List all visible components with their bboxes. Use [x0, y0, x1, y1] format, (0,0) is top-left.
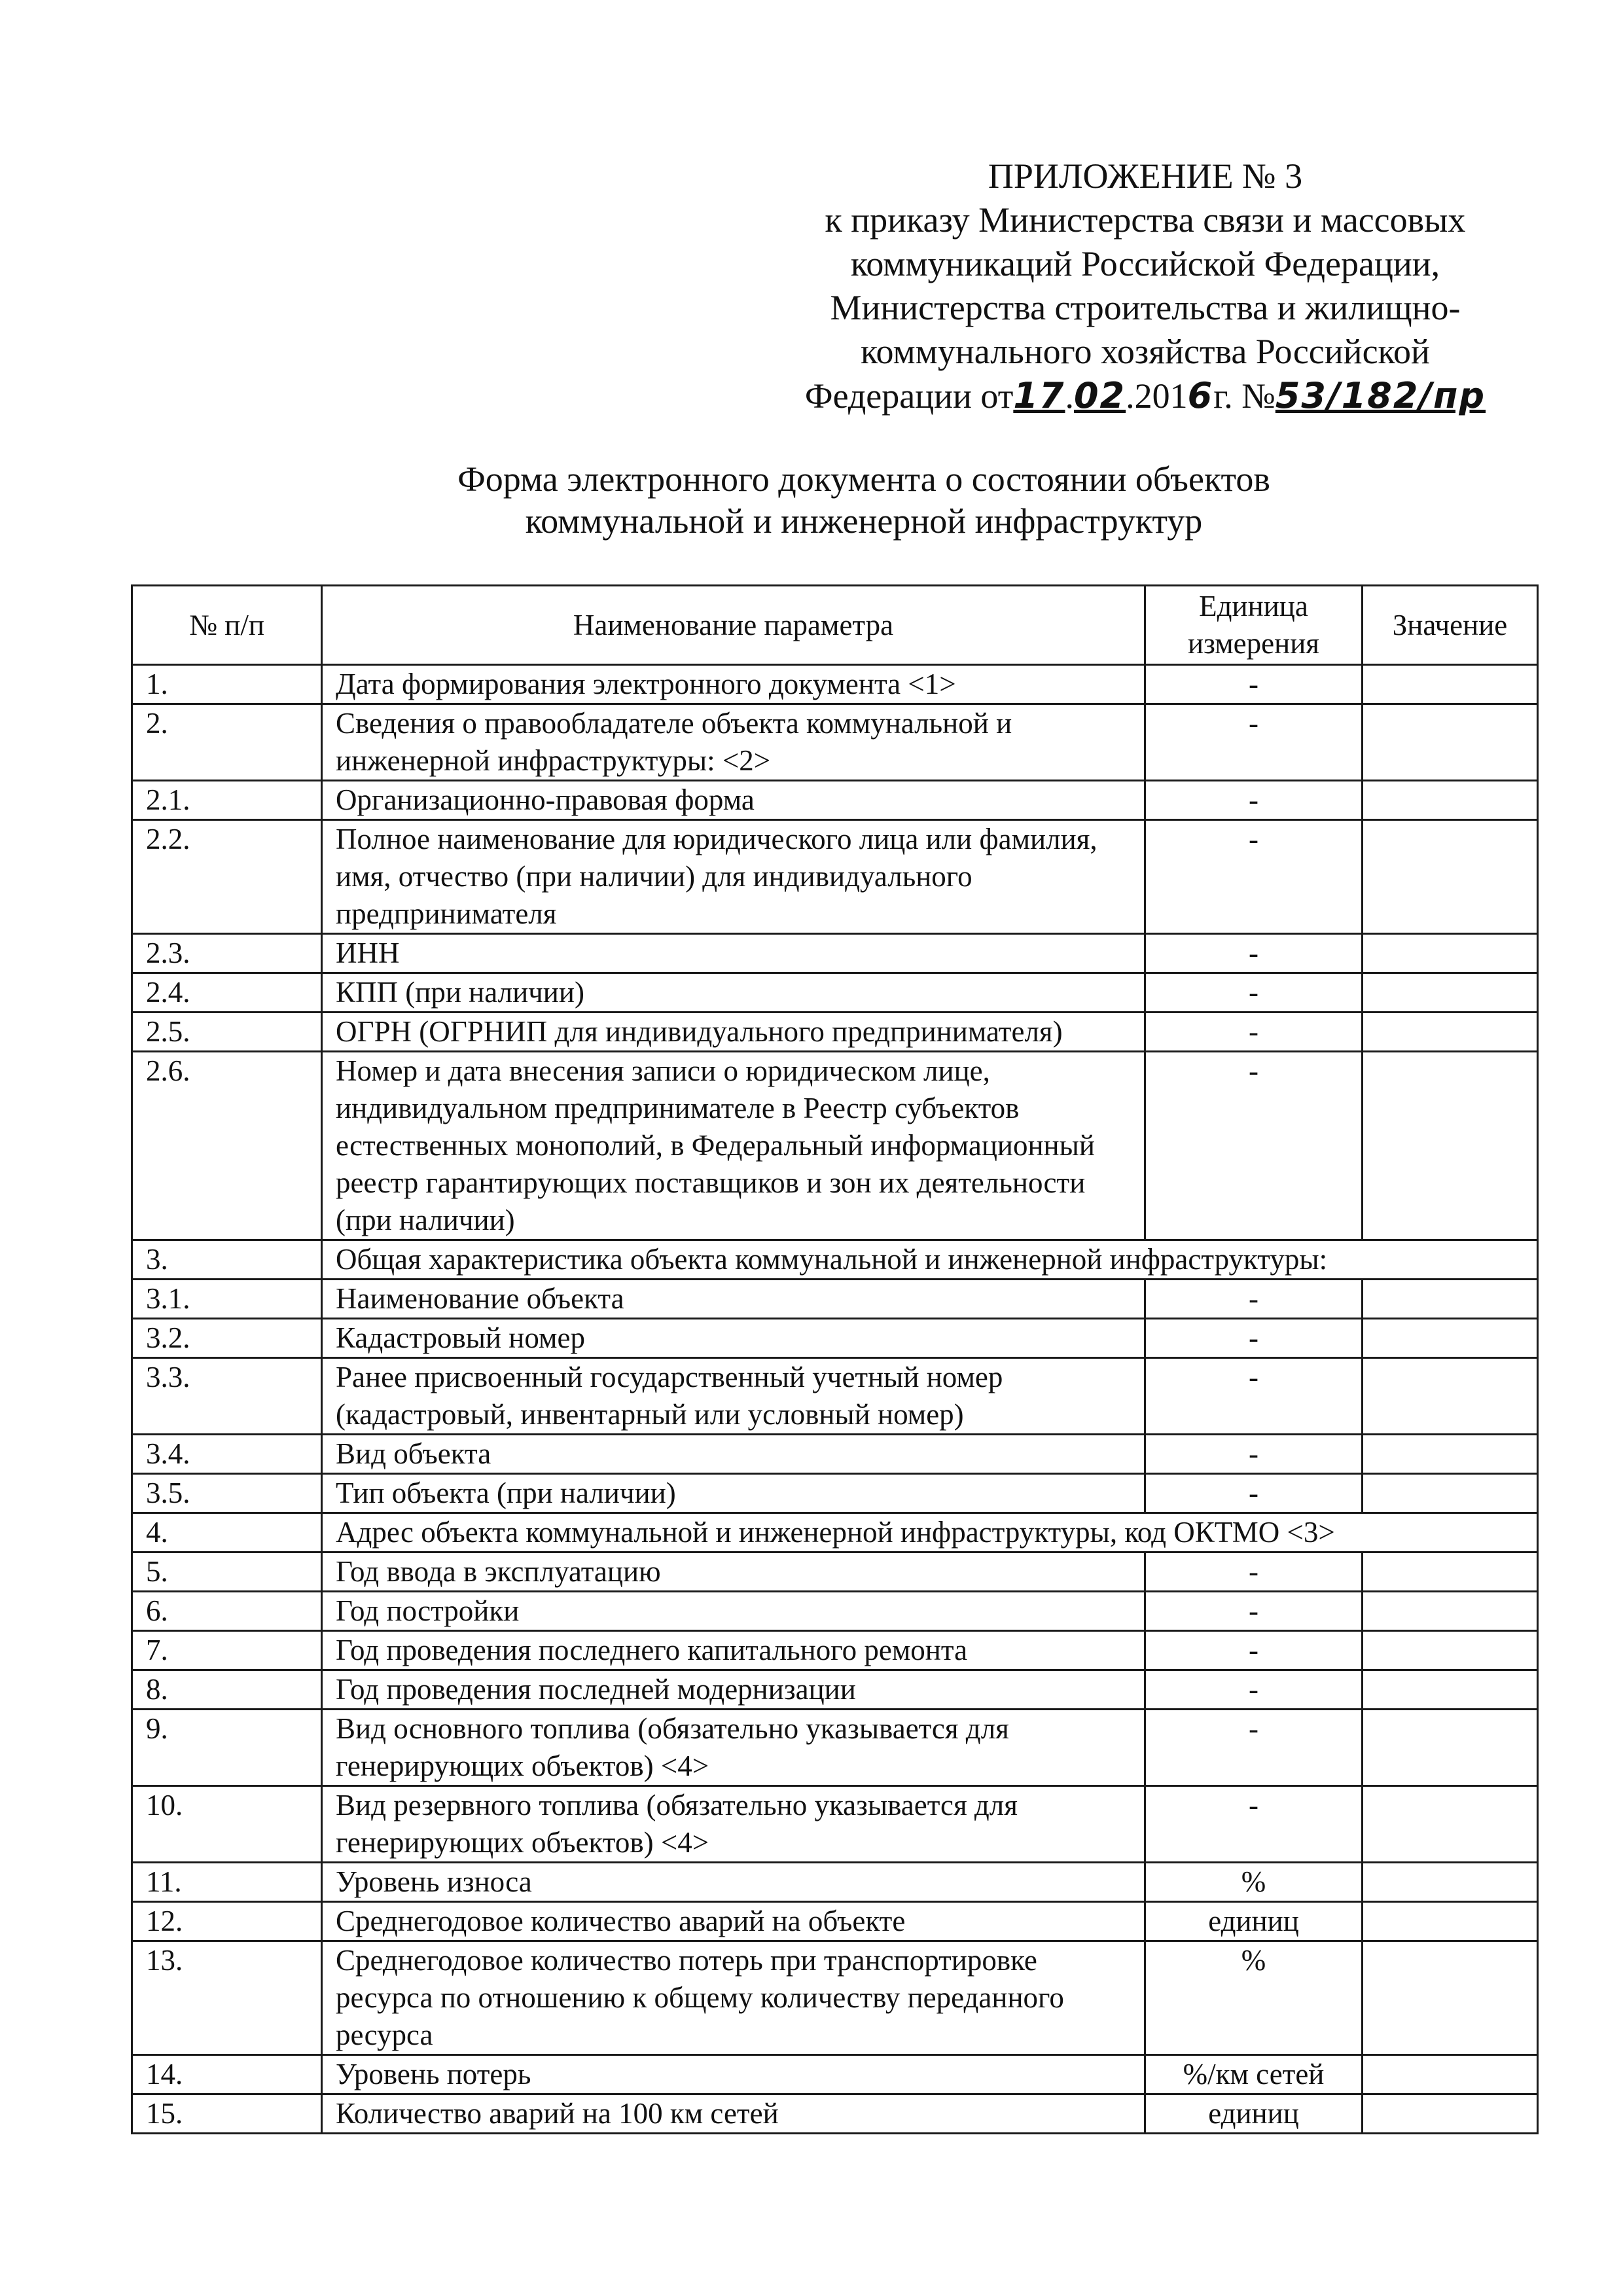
table-row: [132, 1670, 1538, 1710]
row-value: [1363, 1013, 1538, 1052]
row-number: 2.1.: [132, 781, 322, 820]
row-value: [1363, 1435, 1538, 1474]
table-row: [132, 1710, 1538, 1786]
row-value: [1363, 1863, 1538, 1902]
appendix-order-line: коммунального хозяйства Российской: [861, 332, 1430, 371]
row-parameter-name: Общая характеристика объекта коммунальной и инженерной инфраструктуры:: [322, 1240, 1538, 1280]
row-unit: -: [1145, 1631, 1363, 1670]
row-number: 9.: [132, 1710, 322, 1786]
row-value: [1363, 820, 1538, 934]
appendix-order-line: к приказу Министерства связи и массовых: [825, 200, 1466, 240]
row-unit: %: [1145, 1941, 1363, 2055]
row-unit: -: [1145, 665, 1363, 704]
table-row: [132, 1240, 1538, 1280]
row-number: 13.: [132, 1941, 322, 2055]
row-number: 11.: [132, 1863, 322, 1902]
row-value: [1363, 1670, 1538, 1710]
row-number: 3.1.: [132, 1280, 322, 1319]
row-unit: -: [1145, 1786, 1363, 1863]
row-number: 12.: [132, 1902, 322, 1941]
row-number: 10.: [132, 1786, 322, 1863]
row-parameter-name: Сведения о правообладателе объекта коммунальной и инженерной инфраструктуры: <2>: [322, 704, 1145, 781]
row-unit: -: [1145, 1358, 1363, 1435]
column-header-number: № п/п: [132, 586, 322, 665]
table-row: [132, 1280, 1538, 1319]
row-parameter-name: Год проведения последнего капитального ремонта: [322, 1631, 1145, 1670]
row-parameter-name: Кадастровый номер: [322, 1319, 1145, 1358]
row-unit: -: [1145, 934, 1363, 973]
table-row: [132, 1863, 1538, 1902]
appendix-header: [772, 154, 1518, 418]
row-parameter-name: Среднегодовое количество потерь при транспортировке ресурса по отношению к общему количеству переданного ресурса: [322, 1941, 1145, 2055]
table-row: [132, 2094, 1538, 2134]
row-unit: -: [1145, 820, 1363, 934]
table-row: [132, 1013, 1538, 1052]
row-parameter-name: ИНН: [322, 934, 1145, 973]
row-unit: -: [1145, 1280, 1363, 1319]
row-value: [1363, 1786, 1538, 1863]
row-parameter-name: Адрес объекта коммунальной и инженерной инфраструктуры, код ОКТМО <3>: [322, 1513, 1538, 1552]
row-value: [1363, 704, 1538, 781]
table-row: [132, 1786, 1538, 1863]
table-row: [132, 665, 1538, 704]
row-number: 15.: [132, 2094, 322, 2134]
appendix-number: ПРИЛОЖЕНИЕ № 3: [988, 156, 1303, 196]
row-unit: -: [1145, 1319, 1363, 1358]
row-parameter-name: Наименование объекта: [322, 1280, 1145, 1319]
row-value: [1363, 1052, 1538, 1240]
row-number: 3.4.: [132, 1435, 322, 1474]
table-row: [132, 1631, 1538, 1670]
table-row: [132, 704, 1538, 781]
row-number: 2.6.: [132, 1052, 322, 1240]
row-unit: -: [1145, 1013, 1363, 1052]
handwritten-year-digit: 6: [1187, 375, 1214, 416]
row-value: [1363, 1552, 1538, 1592]
table-row: [132, 973, 1538, 1013]
row-value: [1363, 665, 1538, 704]
row-number: 6.: [132, 1592, 322, 1631]
row-unit: -: [1145, 704, 1363, 781]
row-value: [1363, 1592, 1538, 1631]
row-number: 2.5.: [132, 1013, 322, 1052]
form-title: Форма электронного документа о состоянии объектов коммунальной и инженерной инфраструктур: [457, 459, 1270, 541]
handwritten-month: 02: [1073, 375, 1126, 416]
appendix-date-line: Федерации от17.02.2016г. №53/182/пр: [804, 375, 1486, 416]
row-number: 5.: [132, 1552, 322, 1592]
row-parameter-name: Номер и дата внесения записи о юридическом лице, индивидуальном предпринимателе в Реестр субъектов естественных монополий, в Федеральный информационный реестр гарантирующих поставщиков и зон их деятельности (при наличии): [322, 1052, 1145, 1240]
table-row: [132, 1435, 1538, 1474]
row-number: 2.2.: [132, 820, 322, 934]
row-parameter-name: Организационно-правовая форма: [322, 781, 1145, 820]
row-parameter-name: Ранее присвоенный государственный учетный номер (кадастровый, инвентарный или условный номер): [322, 1358, 1145, 1435]
row-number: 14.: [132, 2055, 322, 2094]
row-value: [1363, 1280, 1538, 1319]
table-row: [132, 1513, 1538, 1552]
row-value: [1363, 934, 1538, 973]
column-header-unit: Единица измерения: [1145, 586, 1363, 665]
row-number: 2.4.: [132, 973, 322, 1013]
row-value: [1363, 1358, 1538, 1435]
column-header-name: Наименование параметра: [322, 586, 1145, 665]
row-unit: -: [1145, 781, 1363, 820]
row-unit: %: [1145, 1863, 1363, 1902]
column-header-value: Значение: [1363, 586, 1538, 665]
row-parameter-name: КПП (при наличии): [322, 973, 1145, 1013]
row-number: 4.: [132, 1513, 322, 1552]
row-value: [1363, 1941, 1538, 2055]
table-row: [132, 781, 1538, 820]
table-header-row: [132, 586, 1538, 665]
row-unit: единиц: [1145, 2094, 1363, 2134]
row-number: 8.: [132, 1670, 322, 1710]
row-unit: %/км сетей: [1145, 2055, 1363, 2094]
table-row: [132, 1358, 1538, 1435]
row-value: [1363, 1710, 1538, 1786]
row-parameter-name: Год ввода в эксплуатацию: [322, 1552, 1145, 1592]
row-parameter-name: Тип объекта (при наличии): [322, 1474, 1145, 1513]
row-value: [1363, 1319, 1538, 1358]
row-parameter-name: Уровень износа: [322, 1863, 1145, 1902]
appendix-order-line: коммуникаций Российской Федерации,: [850, 244, 1440, 283]
row-parameter-name: Год проведения последней модернизации: [322, 1670, 1145, 1710]
row-parameter-name: ОГРН (ОГРНИП для индивидуального предпринимателя): [322, 1013, 1145, 1052]
row-unit: -: [1145, 1552, 1363, 1592]
table-row: [132, 1592, 1538, 1631]
table-row: [132, 1052, 1538, 1240]
row-value: [1363, 973, 1538, 1013]
table-row: [132, 1474, 1538, 1513]
row-parameter-name: Уровень потерь: [322, 2055, 1145, 2094]
row-unit: единиц: [1145, 1902, 1363, 1941]
table-row: [132, 2055, 1538, 2094]
row-unit: -: [1145, 1474, 1363, 1513]
row-unit: -: [1145, 1670, 1363, 1710]
row-unit: -: [1145, 973, 1363, 1013]
row-number: 3.2.: [132, 1319, 322, 1358]
row-parameter-name: Количество аварий на 100 км сетей: [322, 2094, 1145, 2134]
row-number: 7.: [132, 1631, 322, 1670]
row-value: [1363, 781, 1538, 820]
row-number: 2.: [132, 704, 322, 781]
row-number: 1.: [132, 665, 322, 704]
row-value: [1363, 1474, 1538, 1513]
row-number: 2.3.: [132, 934, 322, 973]
table-row: [132, 1902, 1538, 1941]
row-unit: -: [1145, 1592, 1363, 1631]
row-number: 3.: [132, 1240, 322, 1280]
row-unit: -: [1145, 1052, 1363, 1240]
table-row: [132, 1941, 1538, 2055]
table-row: [132, 1552, 1538, 1592]
row-parameter-name: Дата формирования электронного документа <1>: [322, 665, 1145, 704]
table-row: [132, 820, 1538, 934]
parameters-table: [131, 584, 1539, 2134]
row-unit: -: [1145, 1435, 1363, 1474]
table-row: [132, 1319, 1538, 1358]
row-value: [1363, 2055, 1538, 2094]
appendix-order-line: Министерства строительства и жилищно-: [830, 288, 1461, 327]
row-parameter-name: Вид объекта: [322, 1435, 1145, 1474]
row-parameter-name: Полное наименование для юридического лица или фамилия, имя, отчество (при наличии) для индивидуального предпринимателя: [322, 820, 1145, 934]
row-number: 3.3.: [132, 1358, 322, 1435]
row-parameter-name: Вид резервного топлива (обязательно указывается для генерирующих объектов) <4>: [322, 1786, 1145, 1863]
row-parameter-name: Среднегодовое количество аварий на объекте: [322, 1902, 1145, 1941]
handwritten-day: 17: [1013, 375, 1065, 416]
row-unit: -: [1145, 1710, 1363, 1786]
row-parameter-name: Год постройки: [322, 1592, 1145, 1631]
row-value: [1363, 2094, 1538, 2134]
row-parameter-name: Вид основного топлива (обязательно указывается для генерирующих объектов) <4>: [322, 1710, 1145, 1786]
row-number: 3.5.: [132, 1474, 322, 1513]
row-value: [1363, 1631, 1538, 1670]
row-value: [1363, 1902, 1538, 1941]
handwritten-order-number: 53/182/пр: [1275, 375, 1486, 416]
table-row: [132, 934, 1538, 973]
